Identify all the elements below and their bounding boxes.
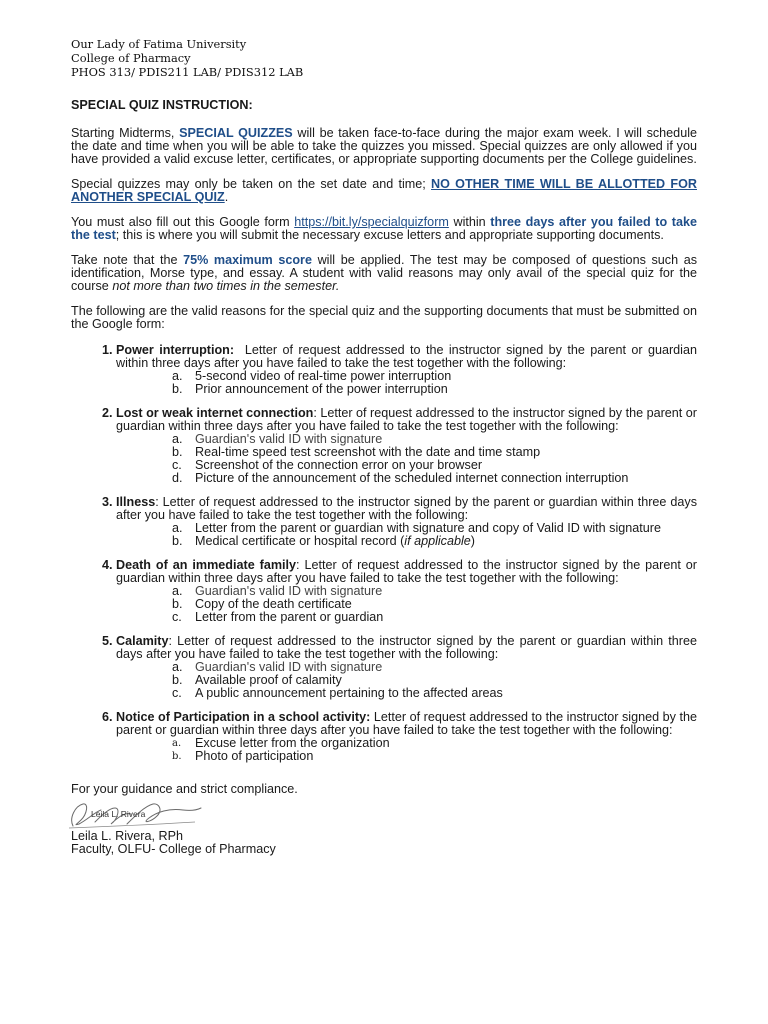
reason-item xyxy=(116,407,697,485)
requirement-text: Copy of the death certificate xyxy=(195,597,352,611)
reasons-intro: The following are the valid reasons for the special quiz and the supporting documents that must be submitted on the Google form: xyxy=(71,304,697,331)
intro-paragraph xyxy=(71,127,697,166)
schedule-text-a: Special quizzes may only be taken on the set date and time; xyxy=(71,177,432,191)
requirement-letter: a. xyxy=(172,521,183,535)
form-text-d: ; this is where you will submit the necessary excuse letters and appropriate supporting documents. xyxy=(115,228,664,242)
form-text-b: within xyxy=(448,215,491,229)
requirement-text: Available proof of calamity xyxy=(195,673,342,687)
college-name: College of Pharmacy xyxy=(71,51,191,65)
requirement-letter: b. xyxy=(172,445,183,459)
requirement-letter: b. xyxy=(172,534,183,548)
requirement-letter: a. xyxy=(172,660,183,674)
score-text-a: Take note that the xyxy=(71,253,184,267)
requirements-list xyxy=(116,370,697,396)
requirement-text: Real-time speed test screenshot with the date and time stamp xyxy=(195,445,541,459)
requirement-text: Letter from the parent or guardian with signature and copy of Valid ID with signature xyxy=(195,521,661,535)
requirements-list xyxy=(116,585,697,624)
requirement-letter: a. xyxy=(172,432,183,446)
google-form-link[interactable]: https://bit.ly/specialquizform xyxy=(294,215,449,229)
requirements-list xyxy=(116,661,697,700)
form-text-a: You must also fill out this Google form xyxy=(71,215,295,229)
requirement-item xyxy=(172,686,697,700)
document-title: SPECIAL QUIZ INSTRUCTION: xyxy=(71,98,253,112)
requirement-letter: b. xyxy=(172,597,183,611)
max-score-emphasis: 75% maximum score xyxy=(183,253,312,267)
three-days-emphasis: three days after you failed to take the test xyxy=(71,215,697,242)
document-body xyxy=(71,98,701,856)
requirement-text: Screenshot of the connection error on your browser xyxy=(195,458,483,472)
requirement-text: 5-second video of real-time power interruption xyxy=(195,369,452,383)
reason-text: Letter of request addressed to the instructor signed by the parent or guardian within three days after you have failed to take the test together with the following: xyxy=(116,710,697,737)
reason-heading: Calamity xyxy=(116,634,169,648)
requirements-list xyxy=(116,433,697,485)
reason-heading: Power interruption: xyxy=(116,343,235,357)
intro-text-a: Starting Midterms, xyxy=(71,126,180,140)
requirements-list xyxy=(116,522,697,548)
letterhead xyxy=(71,37,303,79)
schedule-text-c: . xyxy=(224,190,229,204)
limit-emphasis: not more than two times in the semester. xyxy=(112,279,340,293)
reason-heading: Lost or weak internet connection xyxy=(116,406,314,420)
requirement-item xyxy=(172,749,697,763)
requirement-text: Guardian's valid ID with signature xyxy=(195,660,383,674)
requirement-item xyxy=(172,534,697,548)
reason-item xyxy=(116,496,697,548)
signature-print-name: Leila L. Rivera xyxy=(91,809,146,819)
requirement-letter: b. xyxy=(172,751,182,762)
reason-item xyxy=(116,559,697,624)
signatory-title: Faculty, OLFU- College of Pharmacy xyxy=(71,842,276,856)
requirement-letter: d. xyxy=(172,471,183,485)
requirement-text-end: ) xyxy=(470,534,475,548)
closing-line: For your guidance and strict compliance. xyxy=(71,782,298,796)
reason-heading: Death of an immediate family xyxy=(116,558,297,572)
requirement-letter: b. xyxy=(172,673,183,687)
signatory-name: Leila L. Rivera, RPh xyxy=(71,829,183,843)
signature-block xyxy=(71,796,697,830)
requirement-text: Medical certificate or hospital record ( xyxy=(195,534,405,548)
reason-text: : Letter of request addressed to the instructor signed by the parent or guardian within three days after you have failed to take the test together with the following: xyxy=(116,406,697,433)
requirement-text: Picture of the announcement of the scheduled internet connection interruption xyxy=(195,471,629,485)
requirement-item xyxy=(172,610,697,624)
score-text-c: will be applied. The test may be composed of questions such as identification, Morse type, and essay. A student with valid reasons may only avail of the special quiz for the course xyxy=(71,253,698,293)
reason-heading: Illness xyxy=(116,495,156,509)
google-form-paragraph xyxy=(71,216,697,242)
reason-heading: Notice of Participation in a school activity: xyxy=(116,710,371,724)
reason-item xyxy=(116,635,697,700)
requirement-text: Excuse letter from the organization xyxy=(195,736,390,750)
requirement-letter: c. xyxy=(172,458,182,472)
university-name: Our Lady of Fatima University xyxy=(71,37,247,51)
requirement-letter: a. xyxy=(172,738,182,749)
requirement-text: Guardian's valid ID with signature xyxy=(195,584,383,598)
reason-text: : Letter of request addressed to the instructor signed by the parent or guardian within three days after you have failed to take the test together with the following: xyxy=(116,558,698,585)
requirement-item xyxy=(172,382,697,396)
requirement-text: Photo of participation xyxy=(195,749,314,763)
requirement-letter: a. xyxy=(172,584,183,598)
requirement-letter: b. xyxy=(172,382,183,396)
requirement-letter: a. xyxy=(172,369,183,383)
valid-reasons-list xyxy=(71,343,701,763)
requirements-list xyxy=(116,737,697,763)
reason-text: Letter of request addressed to the instructor signed by the parent or guardian within three days after you have failed to take the test together with the following: xyxy=(116,343,701,370)
score-paragraph xyxy=(71,254,697,293)
reason-item xyxy=(116,711,697,763)
reason-text: : Letter of request addressed to the instructor signed by the parent or guardian within three days after you have failed to take the test together with the following: xyxy=(116,495,697,522)
intro-text-c: will be taken face-to-face during the major exam week. I will schedule the date and time when you will be able to take the quizzes you missed. Special quizzes are only allowed if you have provided a valid excuse letter, certificates, or appropriate supporting documents per the College guidelines. xyxy=(71,126,697,166)
requirement-letter: c. xyxy=(172,686,182,700)
requirement-text: Guardian's valid ID with signature xyxy=(195,432,383,446)
requirement-text: A public announcement pertaining to the affected areas xyxy=(195,686,503,700)
course-codes: PHOS 313/ PDIS211 LAB/ PDIS312 LAB xyxy=(71,65,304,79)
requirement-letter: c. xyxy=(172,610,182,624)
reason-text: : Letter of request addressed to the instructor signed by the parent or guardian within three days after you have failed to take the test together with the following: xyxy=(116,634,697,661)
requirement-item xyxy=(172,471,697,485)
reason-item xyxy=(116,343,701,396)
schedule-paragraph xyxy=(71,178,697,204)
no-other-time-emphasis: NO OTHER TIME WILL BE ALLOTTED FOR ANOTHER SPECIAL QUIZ xyxy=(71,177,697,204)
requirement-italic: if applicable xyxy=(404,534,471,548)
requirement-text: Letter from the parent or guardian xyxy=(195,610,384,624)
requirement-text: Prior announcement of the power interruption xyxy=(195,382,448,396)
special-quizzes-emphasis: SPECIAL QUIZZES xyxy=(179,126,293,140)
